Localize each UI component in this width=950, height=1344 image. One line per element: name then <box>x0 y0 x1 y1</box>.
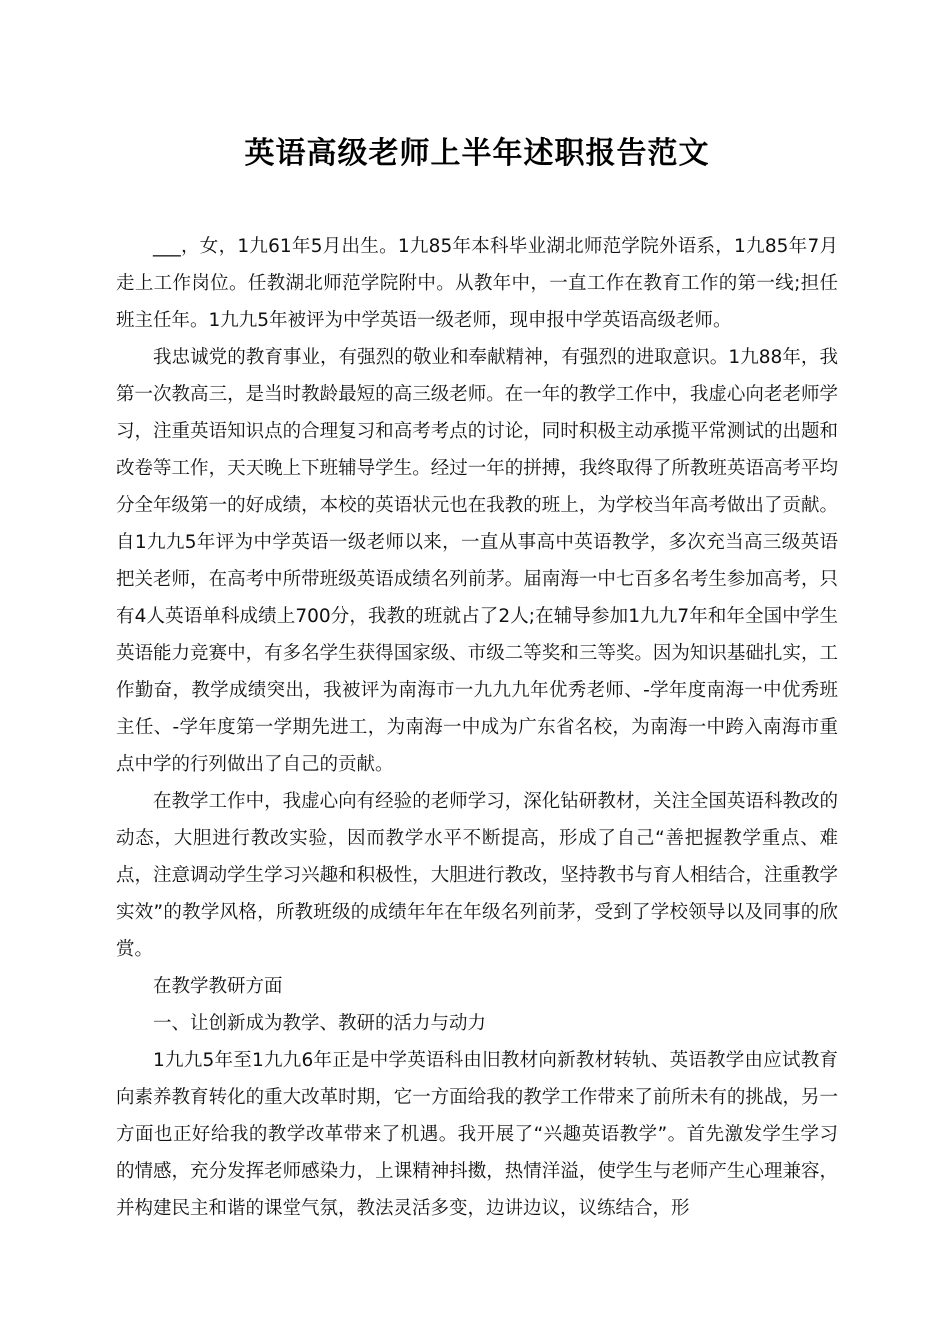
page-title: 英语高级老师上半年述职报告范文 <box>244 136 710 171</box>
document-body <box>116 228 838 1227</box>
subsection-heading-innovation: 一、让创新成为教学、教研的活力与动力 <box>153 1013 487 1034</box>
paragraph-reform: 1九九5年至1九九6年正是中学英语科由旧教材向新教材转轨、英语教学由应试教育向素养教育转化的重大改革时期，它一方面给我的教学工作带来了前所未有的挑战，另一方面也正好给我的教学改革带来了机遇。我开展了“兴趣英语教学”。首先激发学生学习的情感，充分发挥老师感染力，上课精神抖擞，热情洋溢，使学生与老师产生心理兼容，并构建民主和谐的课堂气氛，教法灵活多变，边讲边议，议练结合，形 <box>116 1050 838 1219</box>
paragraph-teaching-style: 在教学工作中，我虚心向有经验的老师学习，深化钻研教材，关注全国英语科教改的动态，大胆进行教改实验，因而教学水平不断提高，形成了自己“善把握教学重点、难点，注意调动学生学习兴趣和积极性，大胆进行教改，坚持教书与育人相结合，注重教学实效”的教学风格，所教班级的成绩年年在年级名列前茅，受到了学校领导以及同事的欣赏。 <box>116 791 838 960</box>
paragraph-achievements: 我忠诚党的教育事业，有强烈的敬业和奉献精神，有强烈的进取意识。1九88年，我第一次教高三，是当时教龄最短的高三级老师。在一年的教学工作中，我虚心向老老师学习，注重英语知识点的合理复习和高考考点的讨论，同时积极主动承揽平常测试的出题和改卷等工作，天天晚上下班辅导学生。经过一年的拼搏，我终取得了所教班英语高考平均分全年级第一的好成绩，本校的英语状元也在我教的班上，为学校当年高考做出了贡献。自1九九5年评为中学英语一级老师以来，一直从事高中英语教学，多次充当高三级英语把关老师，在高考中所带班级英语成绩名列前茅。届南海一中七百多名考生参加高考，只有4人英语单科成绩上700分，我教的班就占了2人;在辅导参加1九九7年和年全国中学生英语能力竞赛中，有多名学生获得国家级、市级二等奖和三等奖。因为知识基础扎实，工作勤奋，教学成绩突出，我被评为南海市一九九九年优秀老师、-学年度南海一中优秀班主任、-学年度第一学期先进工，为南海一中成为广东省名校，为南海一中跨入南海市重点中学的行列做出了自己的贡献。 <box>116 347 838 775</box>
section-heading-teaching-research: 在教学教研方面 <box>153 976 283 997</box>
paragraph-intro: ___，女，1九61年5月出生。1九85年本科毕业湖北师范学院外语系，1九85年7月走上工作岗位。任教湖北师范学院附中。从教年中，一直工作在教育工作的第一线;担任班主任年。1九九5年被评为中学英语一级老师，现申报中学英语高级老师。 <box>116 236 838 331</box>
